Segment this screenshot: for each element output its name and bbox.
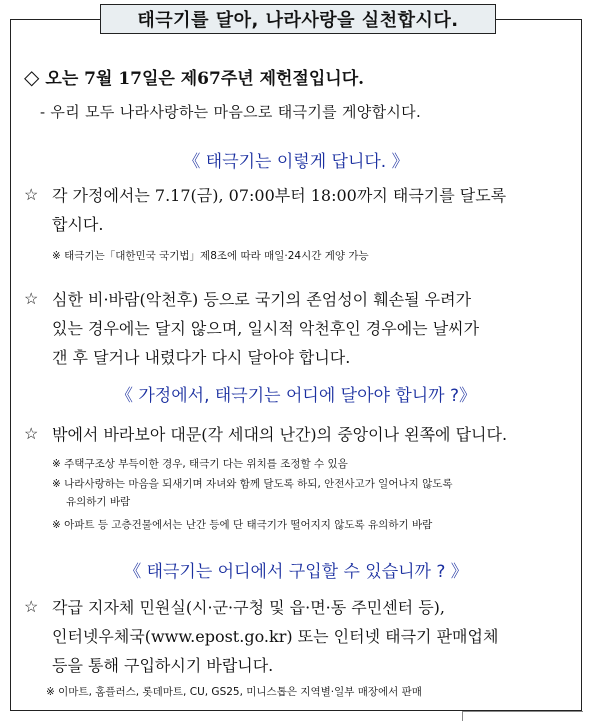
paragraph-line: 각급 지자체 민원실(시·군·구청 및 읍·면·동 주민센터 등), bbox=[52, 598, 446, 617]
paragraph-hang-time bbox=[52, 181, 506, 239]
star-icon: ☆ bbox=[24, 424, 39, 443]
paragraph-line: 있는 경우에는 달지 않으며, 일시적 악천후인 경우에는 날씨가 bbox=[52, 319, 480, 338]
paragraph-line: 갠 후 달거나 내렸다가 다시 달아야 합니다. bbox=[52, 348, 351, 367]
note-safety-cont: 유의하기 바람 bbox=[66, 496, 131, 508]
intro-headline-pre: 오는 bbox=[45, 69, 85, 89]
paragraph-line: 밖에서 바라보아 대문(각 세대의 난간)의 중앙이나 왼쪽에 답니다. bbox=[52, 425, 508, 444]
paragraph-line: 각 가정에서는 7.17(금), 07:00부터 18:00까지 태극기를 달도록 bbox=[52, 186, 507, 205]
paragraph-line: 인터넷우체국(www.epost.go.kr) 또는 인터넷 태극기 판매업체 bbox=[52, 627, 499, 646]
note-safety: ※ 나라사랑하는 마음을 되새기며 자녀와 함께 달도록 하되, 안전사고가 일어나지 않도록 bbox=[52, 478, 453, 490]
intro-subline: - 우리 모두 나라사랑하는 마음으로 태극기를 게양합시다. bbox=[40, 103, 422, 121]
section-heading-where-buy: 《 태극기는 어디에서 구입할 수 있습니까 ? 》 bbox=[124, 562, 468, 582]
paragraph-line: 등을 통해 구입하시기 바랍니다. bbox=[52, 656, 274, 675]
note-flag-law: ※ 태극기는「대한민국 국기법」제8조에 따라 매일·24시간 게양 가능 bbox=[52, 250, 369, 262]
page-title: 태극기를 달아, 나라사랑을 실천합시다. bbox=[100, 4, 496, 34]
star-icon: ☆ bbox=[24, 597, 39, 616]
paragraph-weather bbox=[52, 285, 479, 372]
intro-headline bbox=[24, 64, 364, 89]
paragraph-position bbox=[52, 420, 507, 449]
paragraph-line: 심한 비·바람(악천후) 등으로 국기의 존엄성이 훼손될 우려가 bbox=[52, 290, 472, 309]
section-heading-where-hang: 《 가정에서, 태극기는 어디에 달아야 합니까 ?》 bbox=[115, 386, 477, 406]
star-icon: ☆ bbox=[24, 185, 39, 204]
diamond-icon: ◇ bbox=[24, 65, 40, 89]
section-heading-how: 《 태극기는 이렇게 답니다. 》 bbox=[183, 152, 409, 172]
paragraph-line: 합시다. bbox=[52, 215, 104, 234]
intro-headline-date: 7월 17일은 제67주년 제헌절입니다. bbox=[84, 69, 365, 89]
note-structure: ※ 주택구조상 부득이한 경우, 태극기 다는 위치를 조정할 수 있음 bbox=[52, 458, 348, 470]
paragraph-purchase bbox=[52, 593, 498, 680]
star-icon: ☆ bbox=[24, 289, 39, 308]
note-retailers: ※ 이마트, 홈플러스, 롯데마트, CU, GS25, 미니스톱은 지역별·일부 매장에서 판매 bbox=[46, 686, 422, 698]
note-apartment: ※ 아파트 등 고층건물에서는 난간 등에 단 태극기가 떨어지지 않도록 유의하기 바람 bbox=[52, 519, 433, 531]
